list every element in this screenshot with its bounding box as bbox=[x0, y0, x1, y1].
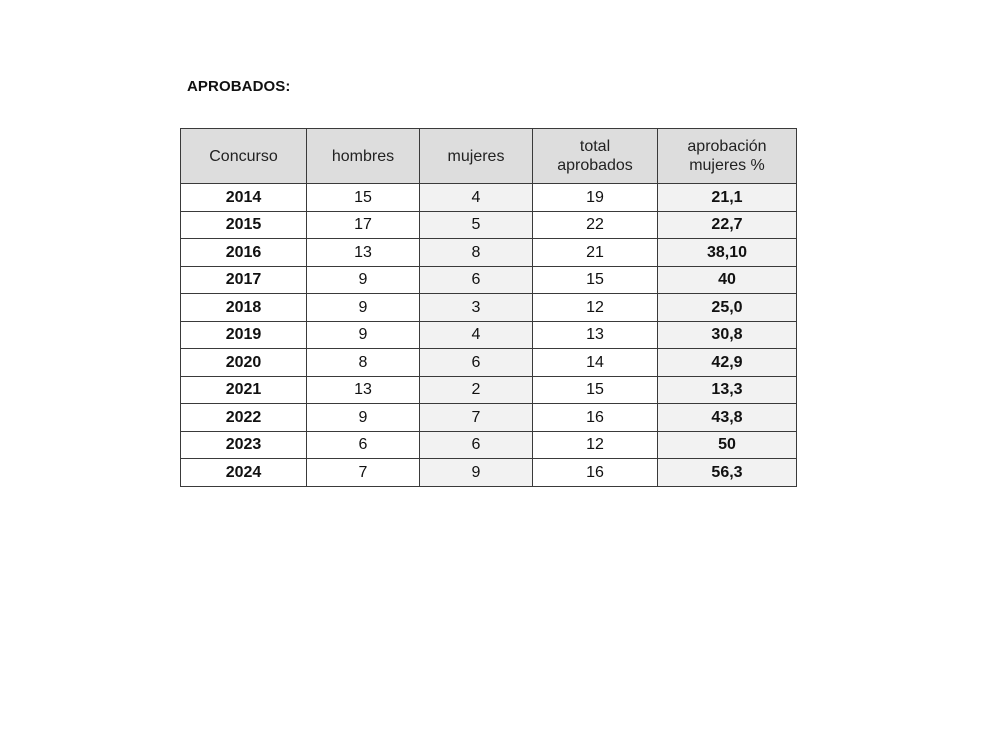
table-row bbox=[181, 349, 797, 377]
cell-mujeres: 6 bbox=[420, 431, 533, 459]
header-hombres-label: hombres bbox=[331, 147, 395, 165]
header-mujeres bbox=[420, 129, 533, 184]
cell-total-aprobados: 14 bbox=[533, 349, 658, 377]
cell-hombres: 13 bbox=[307, 239, 420, 267]
cell-aprobacion-mujeres: 50 bbox=[658, 431, 797, 459]
cell-aprobacion-mujeres: 22,7 bbox=[658, 211, 797, 239]
table-row bbox=[181, 321, 797, 349]
header-concurso bbox=[181, 129, 307, 184]
cell-mujeres: 7 bbox=[420, 404, 533, 432]
cell-concurso: 2016 bbox=[181, 239, 307, 267]
cell-concurso: 2019 bbox=[181, 321, 307, 349]
header-total-aprobados bbox=[533, 129, 658, 184]
cell-aprobacion-mujeres: 40 bbox=[658, 266, 797, 294]
cell-aprobacion-mujeres: 38,10 bbox=[658, 239, 797, 267]
header-mujeres-label: mujeres bbox=[447, 147, 505, 165]
table-row bbox=[181, 184, 797, 212]
cell-mujeres: 4 bbox=[420, 184, 533, 212]
header-total-line1: total bbox=[579, 138, 611, 155]
table-row bbox=[181, 239, 797, 267]
cell-hombres: 6 bbox=[307, 431, 420, 459]
cell-total-aprobados: 19 bbox=[533, 184, 658, 212]
cell-mujeres: 6 bbox=[420, 266, 533, 294]
cell-aprobacion-mujeres: 13,3 bbox=[658, 376, 797, 404]
cell-total-aprobados: 16 bbox=[533, 459, 658, 487]
cell-total-aprobados: 16 bbox=[533, 404, 658, 432]
cell-concurso: 2017 bbox=[181, 266, 307, 294]
table-row bbox=[181, 459, 797, 487]
cell-mujeres: 6 bbox=[420, 349, 533, 377]
cell-mujeres: 9 bbox=[420, 459, 533, 487]
section-title: APROBADOS: bbox=[187, 78, 291, 95]
cell-total-aprobados: 22 bbox=[533, 211, 658, 239]
cell-mujeres: 2 bbox=[420, 376, 533, 404]
cell-hombres: 8 bbox=[307, 349, 420, 377]
cell-concurso: 2014 bbox=[181, 184, 307, 212]
table-row bbox=[181, 266, 797, 294]
cell-hombres: 9 bbox=[307, 321, 420, 349]
header-hombres bbox=[307, 129, 420, 184]
cell-total-aprobados: 12 bbox=[533, 431, 658, 459]
cell-concurso: 2021 bbox=[181, 376, 307, 404]
header-total-line2: aprobados bbox=[557, 157, 633, 174]
cell-aprobacion-mujeres: 56,3 bbox=[658, 459, 797, 487]
cell-concurso: 2022 bbox=[181, 404, 307, 432]
header-aprobacion-mujeres bbox=[658, 129, 797, 184]
cell-mujeres: 3 bbox=[420, 294, 533, 322]
header-aprobacion-line2: mujeres % bbox=[689, 157, 765, 174]
cell-concurso: 2015 bbox=[181, 211, 307, 239]
cell-concurso: 2018 bbox=[181, 294, 307, 322]
cell-total-aprobados: 15 bbox=[533, 376, 658, 404]
cell-concurso: 2023 bbox=[181, 431, 307, 459]
cell-mujeres: 5 bbox=[420, 211, 533, 239]
cell-mujeres: 4 bbox=[420, 321, 533, 349]
cell-aprobacion-mujeres: 43,8 bbox=[658, 404, 797, 432]
table-row bbox=[181, 376, 797, 404]
cell-concurso: 2024 bbox=[181, 459, 307, 487]
header-row bbox=[181, 129, 797, 184]
cell-concurso: 2020 bbox=[181, 349, 307, 377]
cell-total-aprobados: 15 bbox=[533, 266, 658, 294]
cell-hombres: 9 bbox=[307, 266, 420, 294]
cell-total-aprobados: 13 bbox=[533, 321, 658, 349]
cell-total-aprobados: 21 bbox=[533, 239, 658, 267]
cell-hombres: 13 bbox=[307, 376, 420, 404]
table-row bbox=[181, 431, 797, 459]
cell-hombres: 9 bbox=[307, 404, 420, 432]
cell-aprobacion-mujeres: 21,1 bbox=[658, 184, 797, 212]
cell-aprobacion-mujeres: 42,9 bbox=[658, 349, 797, 377]
cell-aprobacion-mujeres: 25,0 bbox=[658, 294, 797, 322]
table-row bbox=[181, 294, 797, 322]
cell-hombres: 15 bbox=[307, 184, 420, 212]
cell-hombres: 9 bbox=[307, 294, 420, 322]
cell-hombres: 7 bbox=[307, 459, 420, 487]
cell-hombres: 17 bbox=[307, 211, 420, 239]
aprobados-table bbox=[180, 128, 797, 487]
cell-total-aprobados: 12 bbox=[533, 294, 658, 322]
cell-mujeres: 8 bbox=[420, 239, 533, 267]
header-aprobacion-line1: aprobación bbox=[687, 138, 767, 155]
table-row bbox=[181, 404, 797, 432]
header-concurso-label: Concurso bbox=[209, 147, 278, 165]
cell-aprobacion-mujeres: 30,8 bbox=[658, 321, 797, 349]
table-row bbox=[181, 211, 797, 239]
